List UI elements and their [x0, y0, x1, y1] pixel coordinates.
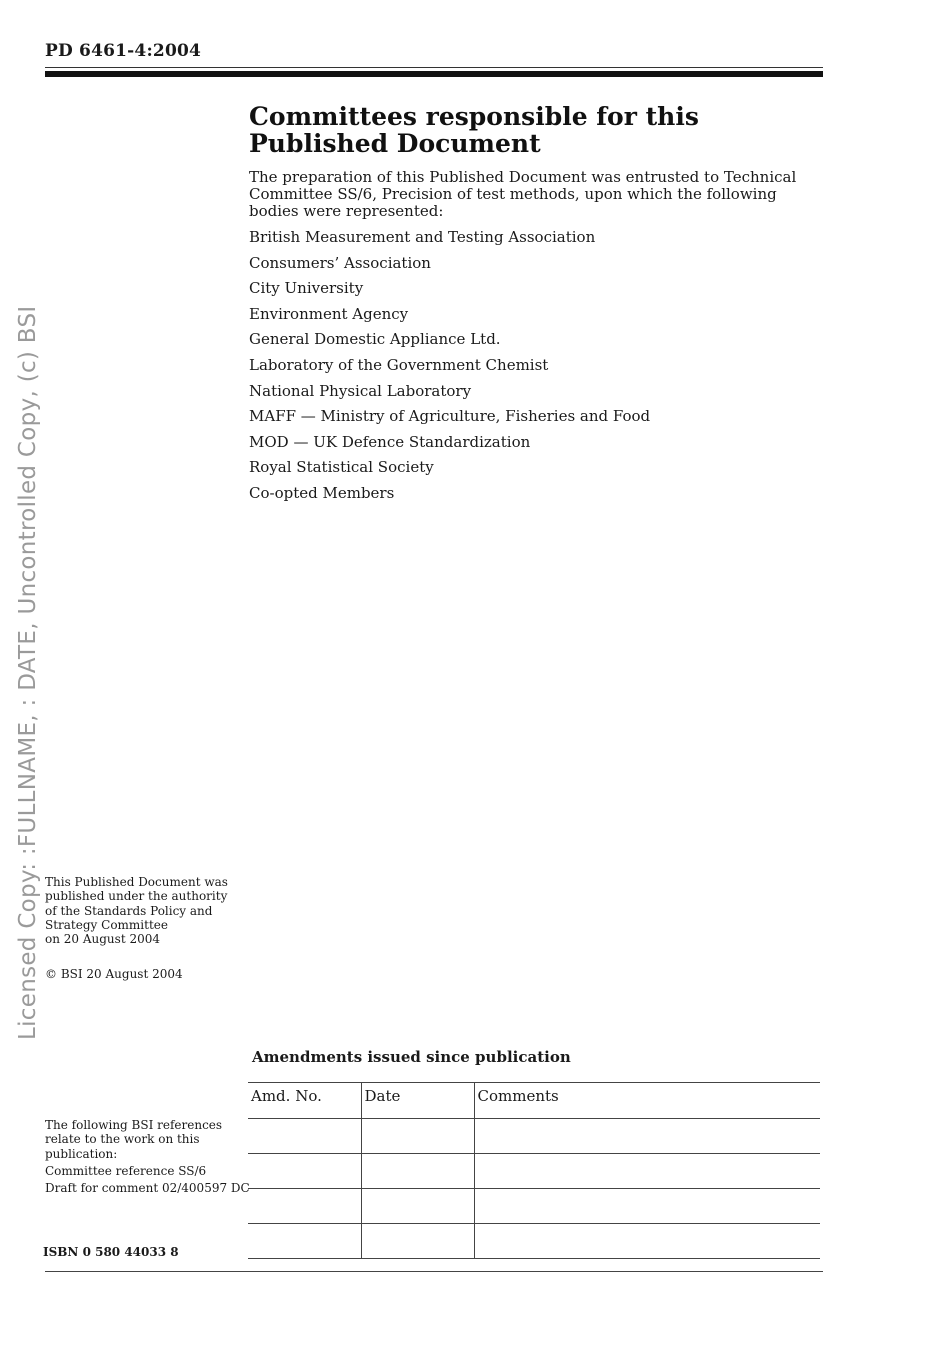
member-item: MOD — UK Defence Standardization [249, 432, 531, 451]
refs-line: publication: [45, 1146, 118, 1161]
member-item: Royal Statistical Society [249, 458, 434, 477]
table-cell [361, 1189, 474, 1224]
member-item: National Physical Laboratory [249, 381, 472, 400]
authority-note [45, 875, 245, 946]
refs-line: relate to the work on this [45, 1132, 200, 1147]
table-cell [361, 1119, 474, 1154]
isbn: ISBN 0 580 44033 8 [43, 1245, 179, 1259]
table-row [248, 1189, 820, 1224]
table-row [248, 1154, 820, 1189]
member-item: Co-opted Members [249, 483, 395, 502]
draft-reference: Draft for comment 02/400597 DC [45, 1181, 250, 1196]
member-item: Environment Agency [249, 304, 409, 323]
table-cell [474, 1224, 820, 1259]
footer-rule [45, 1271, 823, 1272]
table-row [248, 1119, 820, 1154]
amendments-table [248, 1082, 820, 1259]
table-cell [248, 1154, 361, 1189]
authority-line: This Published Document was [45, 875, 228, 889]
member-list [249, 227, 650, 509]
member-item: Consumers’ Association [249, 253, 431, 272]
table-cell [248, 1189, 361, 1224]
amendments-title: Amendments issued since publication [252, 1048, 571, 1066]
column-header-date: Date [361, 1083, 474, 1119]
page-heading [249, 103, 809, 157]
table-cell [474, 1119, 820, 1154]
member-item: Laboratory of the Government Chemist [249, 355, 549, 374]
member-item: General Domestic Appliance Ltd. [249, 330, 501, 349]
table-row [248, 1224, 820, 1259]
authority-line: Strategy Committee [45, 917, 168, 932]
bsi-references [45, 1118, 250, 1195]
table-cell [361, 1154, 474, 1189]
member-item: British Measurement and Testing Association [249, 228, 596, 246]
member-item: MAFF — Ministry of Agriculture, Fisheries and Food [249, 407, 651, 426]
header-thick-rule [45, 71, 823, 77]
license-watermark: Licensed Copy: :FULLNAME, : DATE, Uncontrolled Copy, (c) BSI [15, 305, 41, 1040]
header-thin-rule [45, 67, 823, 68]
copyright-note: © BSI 20 August 2004 [45, 967, 183, 981]
authority-line: published under the authority [45, 889, 228, 904]
column-header-amd-no: Amd. No. [251, 1087, 322, 1105]
intro-paragraph: The preparation of this Published Document was entrusted to Technical Committee SS/6, Precision of test methods, upon which the following bodies were represented: [249, 168, 797, 220]
table-cell [248, 1119, 361, 1154]
table-cell [474, 1189, 820, 1224]
committee-reference: Committee reference SS/6 [45, 1163, 207, 1178]
refs-line: The following BSI references [45, 1118, 223, 1132]
authority-line: on 20 August 2004 [45, 932, 160, 947]
table-header-row [248, 1083, 820, 1119]
heading-line-2: Published Document [249, 129, 541, 158]
document-code: PD 6461-4:2004 [45, 41, 202, 61]
column-header-comments: Comments [474, 1083, 820, 1119]
table-cell [361, 1224, 474, 1259]
heading-line-1: Committees responsible for this [249, 102, 699, 131]
authority-line: of the Standards Policy and [45, 903, 213, 918]
table-cell [248, 1224, 361, 1259]
table-cell [474, 1154, 820, 1189]
member-item: City University [249, 279, 364, 298]
